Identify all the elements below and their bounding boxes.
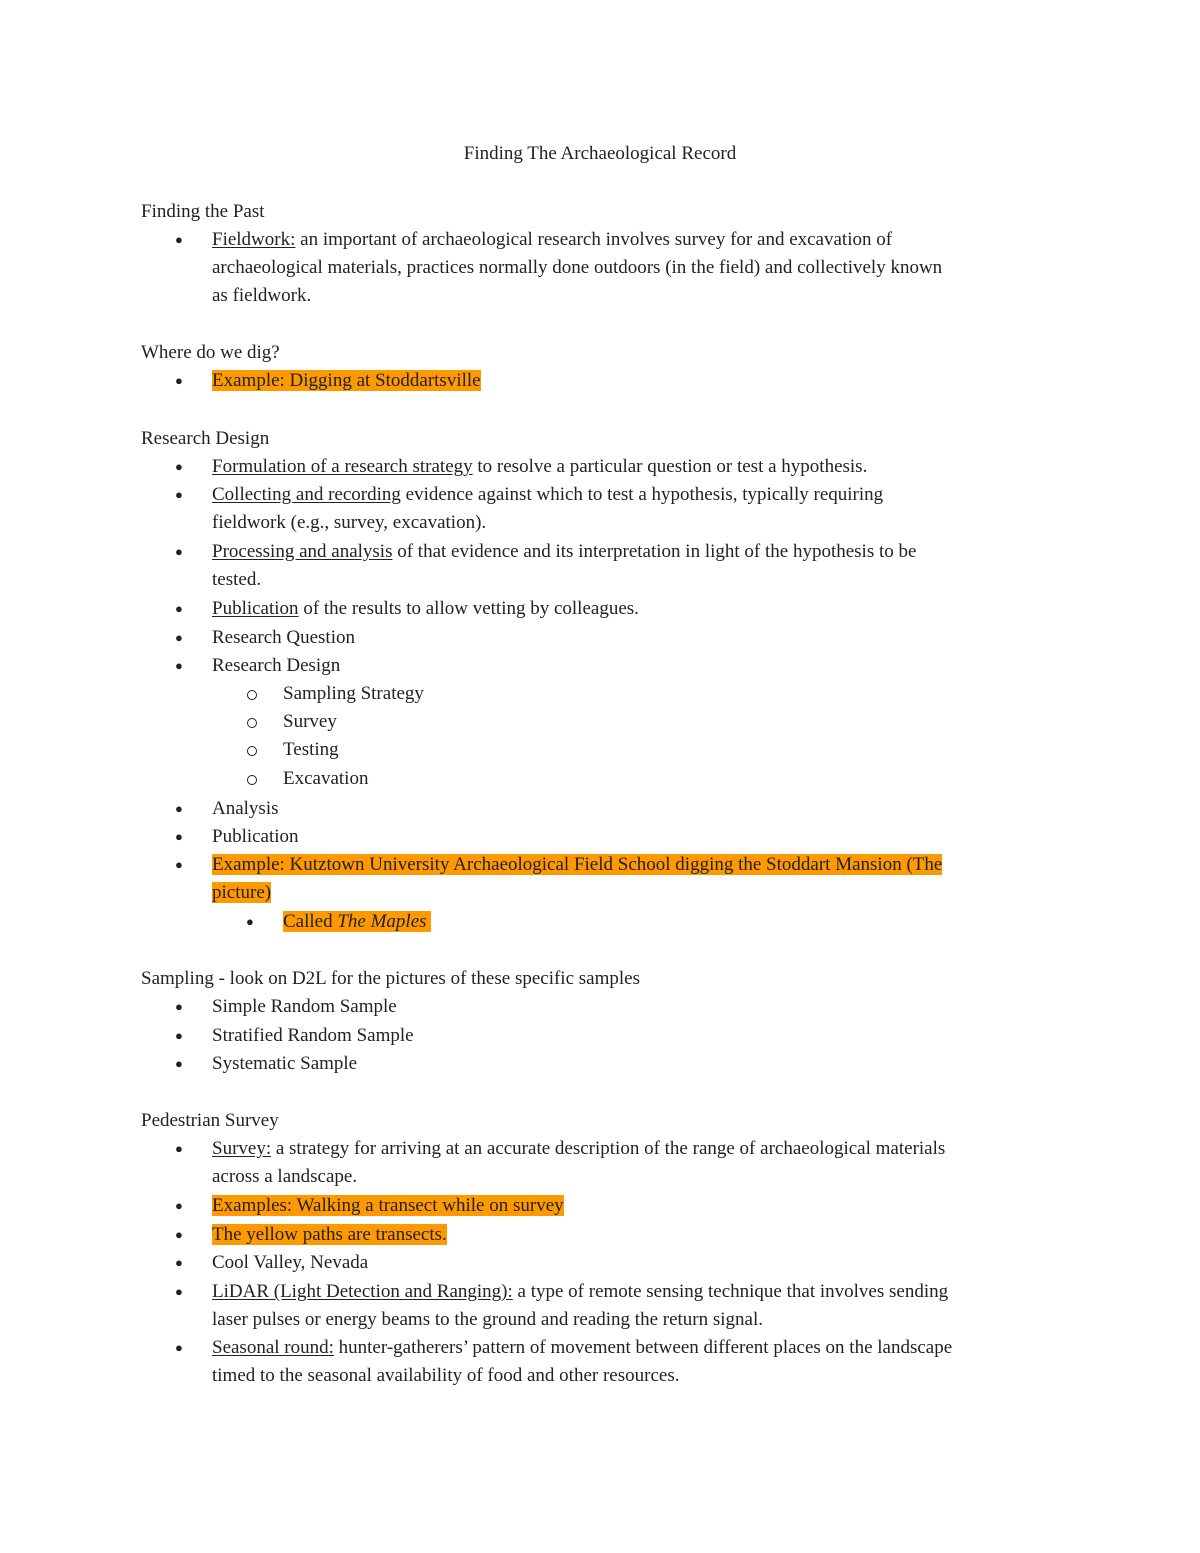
- bullet-icon: ●: [175, 232, 183, 247]
- section-heading-pedestrian-survey: Pedestrian Survey: [141, 1110, 279, 1131]
- term-survey: Survey:: [212, 1138, 272, 1159]
- list-item: Systematic Sample: [212, 1053, 358, 1074]
- hollow-bullet-icon: [247, 775, 257, 785]
- italic-name: The Maples: [337, 911, 427, 932]
- bullet-icon: ●: [175, 630, 183, 645]
- bullet-icon: ●: [175, 459, 183, 474]
- bullet-icon: ●: [175, 1141, 183, 1156]
- list-item: [212, 1222, 447, 1248]
- list-item: Analysis: [212, 798, 279, 819]
- highlighted-text: [283, 911, 431, 932]
- item-text-continued: as fieldwork.: [212, 285, 312, 306]
- document-title: Finding The Archaeological Record: [463, 143, 737, 164]
- item-text: a type of remote sensing technique that involves sending: [512, 1281, 949, 1302]
- hollow-bullet-icon: [247, 690, 257, 700]
- list-item: [212, 368, 481, 394]
- sub-list-item: [283, 909, 431, 935]
- hollow-bullet-icon: [247, 746, 257, 756]
- bullet-icon: ●: [175, 829, 183, 844]
- sub-list-item: Sampling Strategy: [283, 683, 424, 704]
- bullet-icon: ●: [175, 487, 183, 502]
- sub-list-item: Testing: [283, 739, 339, 760]
- list-item: Simple Random Sample: [212, 996, 397, 1017]
- item-text: evidence against which to test a hypothesis, typically requiring: [400, 484, 884, 505]
- bullet-icon: ●: [175, 801, 183, 816]
- bullet-icon: ●: [175, 999, 183, 1014]
- section-heading-finding-the-past: Finding the Past: [141, 201, 265, 222]
- term-publication: Publication: [212, 598, 299, 619]
- list-item: [212, 482, 883, 508]
- highlighted-text: Example: Digging at Stoddartsville: [212, 370, 481, 391]
- list-item: Research Question: [212, 627, 355, 648]
- item-text-continued: laser pulses or energy beams to the ground and reading the return signal.: [212, 1309, 764, 1330]
- term-fieldwork: Fieldwork:: [212, 229, 296, 250]
- term-collecting: Collecting and recording: [212, 484, 401, 505]
- item-text-continued: [212, 880, 271, 906]
- bullet-icon: ●: [175, 1284, 183, 1299]
- item-text-continued: tested.: [212, 569, 262, 590]
- section-heading-sampling: Sampling - look on D2L for the pictures of these specific samples: [141, 968, 640, 989]
- highlighted-text: The yellow paths are transects.: [212, 1224, 447, 1245]
- list-item: [212, 454, 867, 480]
- highlighted-text: Examples: Walking a transect while on survey: [212, 1195, 564, 1216]
- list-item: [212, 539, 916, 565]
- sub-list-item: Excavation: [283, 768, 369, 789]
- bullet-icon: ●: [175, 1028, 183, 1043]
- sub-list-item: Survey: [283, 711, 337, 732]
- list-item: [212, 596, 639, 622]
- item-text-continued: across a landscape.: [212, 1166, 358, 1187]
- list-item: [212, 227, 892, 253]
- list-item: [212, 1193, 564, 1219]
- term-lidar: LiDAR (Light Detection and Ranging):: [212, 1281, 513, 1302]
- item-text-continued: timed to the seasonal availability of food and other resources.: [212, 1365, 680, 1386]
- item-text-continued: fieldwork (e.g., survey, excavation).: [212, 512, 487, 533]
- item-text: of that evidence and its interpretation in light of the hypothesis to be: [392, 541, 917, 562]
- bullet-icon: ●: [175, 1227, 183, 1242]
- term-seasonal-round: Seasonal round:: [212, 1337, 334, 1358]
- list-item: Publication: [212, 826, 299, 847]
- bullet-icon: ●: [175, 1056, 183, 1071]
- list-item: Cool Valley, Nevada: [212, 1252, 369, 1273]
- section-heading-research-design: Research Design: [141, 428, 270, 449]
- item-text-continued: archaeological materials, practices normally done outdoors (in the field) and collectively known: [212, 257, 943, 278]
- item-text: hunter-gatherers’ pattern of movement between different places on the landscape: [333, 1337, 953, 1358]
- bullet-icon: ●: [175, 658, 183, 673]
- bullet-icon: ●: [175, 373, 183, 388]
- list-item: Stratified Random Sample: [212, 1025, 414, 1046]
- list-item: [212, 1279, 948, 1305]
- item-text: an important of archaeological research involves survey for and excavation of: [295, 229, 893, 250]
- list-item: [212, 852, 942, 878]
- term-processing: Processing and analysis: [212, 541, 393, 562]
- bullet-icon: ●: [175, 601, 183, 616]
- bullet-icon: ●: [175, 1198, 183, 1213]
- term-formulation: Formulation of a research strategy: [212, 456, 473, 477]
- bullet-icon: ●: [175, 1340, 183, 1355]
- bullet-icon: ●: [175, 1255, 183, 1270]
- item-text: a strategy for arriving at an accurate description of the range of archaeological materials: [271, 1138, 946, 1159]
- bullet-icon: ●: [175, 544, 183, 559]
- list-item: Research Design: [212, 655, 341, 676]
- list-item: [212, 1335, 952, 1361]
- item-text: of the results to allow vetting by colleagues.: [298, 598, 639, 619]
- hollow-bullet-icon: [247, 718, 257, 728]
- item-text: Called: [283, 911, 338, 932]
- bullet-icon: ●: [246, 914, 254, 929]
- highlighted-text: Example: Kutztown University Archaeological Field School digging the Stoddart Mansion (The: [212, 854, 943, 875]
- list-item: [212, 1136, 945, 1162]
- highlighted-text: picture): [212, 882, 272, 903]
- section-heading-where-do-we-dig: Where do we dig?: [141, 342, 280, 363]
- bullet-icon: ●: [175, 857, 183, 872]
- item-text: to resolve a particular question or test a hypothesis.: [472, 456, 868, 477]
